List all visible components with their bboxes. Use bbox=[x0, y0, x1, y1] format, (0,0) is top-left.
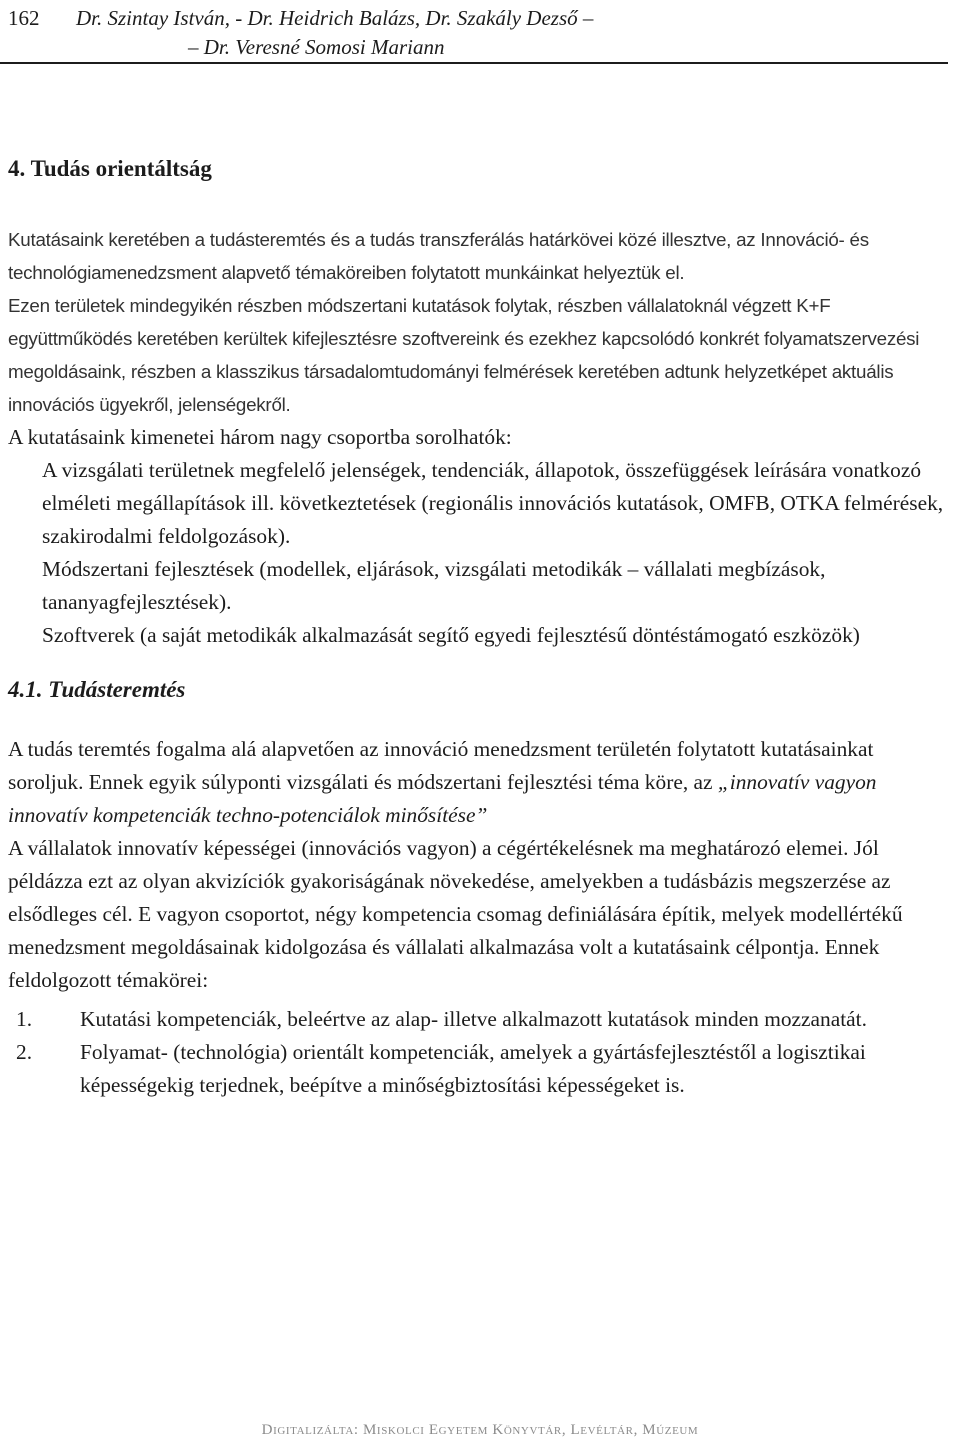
digitization-footer: Digitalizálta: Miskolci Egyetem Könyvtár, Levéltár, Múzeum bbox=[261, 1422, 699, 1438]
sans-text-block bbox=[8, 223, 948, 421]
intro-paragraph: Kutatásaink keretében a tudásteremtés és a tudás transzferálás határkövei közé illesztve, az Innováció- és technológiamenedzsment alapvető témaköreiben folytatott munkáinkat helyeztük el. bbox=[8, 229, 869, 283]
output-item: A vizsgálati területnek megfelelő jelenségek, tendenciák, állapotok, összefüggések leírására vonatkozó elméleti megállapítások ill. következtetések (regionális innovációs kutatások, OMFB, OTKA felmérések, szakirodalmi feldolgozások). bbox=[42, 458, 944, 548]
list-number: 1. bbox=[16, 1007, 33, 1031]
authors-line-2: – Dr. Veresné Somosi Mariann bbox=[188, 35, 445, 59]
competence-list bbox=[8, 1003, 948, 1102]
subsection-heading: 4.1. Tudásteremtés bbox=[8, 677, 186, 702]
list-item bbox=[8, 1036, 948, 1102]
output-item: Módszertani fejlesztések (modellek, eljárások, vizsgálati metodikák – vállalati megbízások, tananyagfejlesztések). bbox=[42, 557, 826, 614]
capabilities-paragraph: A vállalatok innovatív képességei (innovációs vagyon) a cégértékelésnek ma meghatározó elemei. Jól példázza ezt az olyan akvizíciók gyakoriságának növekedése, amelyekben a tudásbázis megszerzése az elsődleges cél. E vagyon csoportot, négy kompetencia csomag definiálására építik, melyek modellértékű menedzsment megoldásainak kidolgozása és vállalati alkalmazása volt a kutatásaink célpontja. Ennek feldolgozott témakörei: bbox=[8, 836, 903, 992]
list-number: 2. bbox=[16, 1040, 33, 1064]
list-item-text: Kutatási kompetenciák, beleértve az alap- illetve alkalmazott kutatások minden mozzanatát. bbox=[80, 1007, 867, 1031]
authors-line-1: Dr. Szintay István, - Dr. Heidrich Balázs, Dr. Szakály Dezső – bbox=[76, 6, 594, 30]
section-heading: 4. Tudás orientáltság bbox=[8, 156, 212, 181]
list-item-text: Folyamat- (technológia) orientált kompetenciák, amelyek a gyártásfejlesztéstől a logisztikai képességekig terjednek, beépítve a minőségbiztosítási képességeket is. bbox=[80, 1040, 866, 1097]
outputs-list bbox=[42, 454, 948, 652]
research-areas-paragraph: Ezen területek mindegyikén részben módszertani kutatások folytak, részben vállalatoknál végzett K+F együttműködés keretében kerültek kifejlesztésre szoftvereink és ezekhez kapcsolódó konkrét folyamatszervezési megoldásaink, részben a klasszikus társadalomtudományi felmérések keretében adtunk helyzetképet aktuális innovációs ügyekről, jelenségekről. bbox=[8, 295, 920, 415]
output-item: Szoftverek (a saját metodikák alkalmazását segítő egyedi fejlesztésű döntéstámogató eszközök) bbox=[42, 623, 860, 647]
list-item bbox=[8, 1003, 948, 1036]
knowledge-creation-paragraph bbox=[8, 733, 948, 832]
header-rule bbox=[0, 62, 948, 64]
page-body bbox=[8, 152, 948, 1102]
italic-quote: „innovatív vagyon innovatív kompetenciák techno-potenciálok minősítése” bbox=[8, 770, 877, 827]
paragraph-text: A tudás teremtés fogalma alá alapvetően az innováció menedzsment területén folytatott kutatásainkat soroljuk. Ennek egyik súlyponti vizsgálati és módszertani fejlesztési téma köre, az bbox=[8, 737, 874, 794]
outputs-intro: A kutatásaink kimenetei három nagy csoportba sorolhatók: bbox=[8, 425, 512, 449]
page-number: 162 bbox=[8, 6, 40, 30]
